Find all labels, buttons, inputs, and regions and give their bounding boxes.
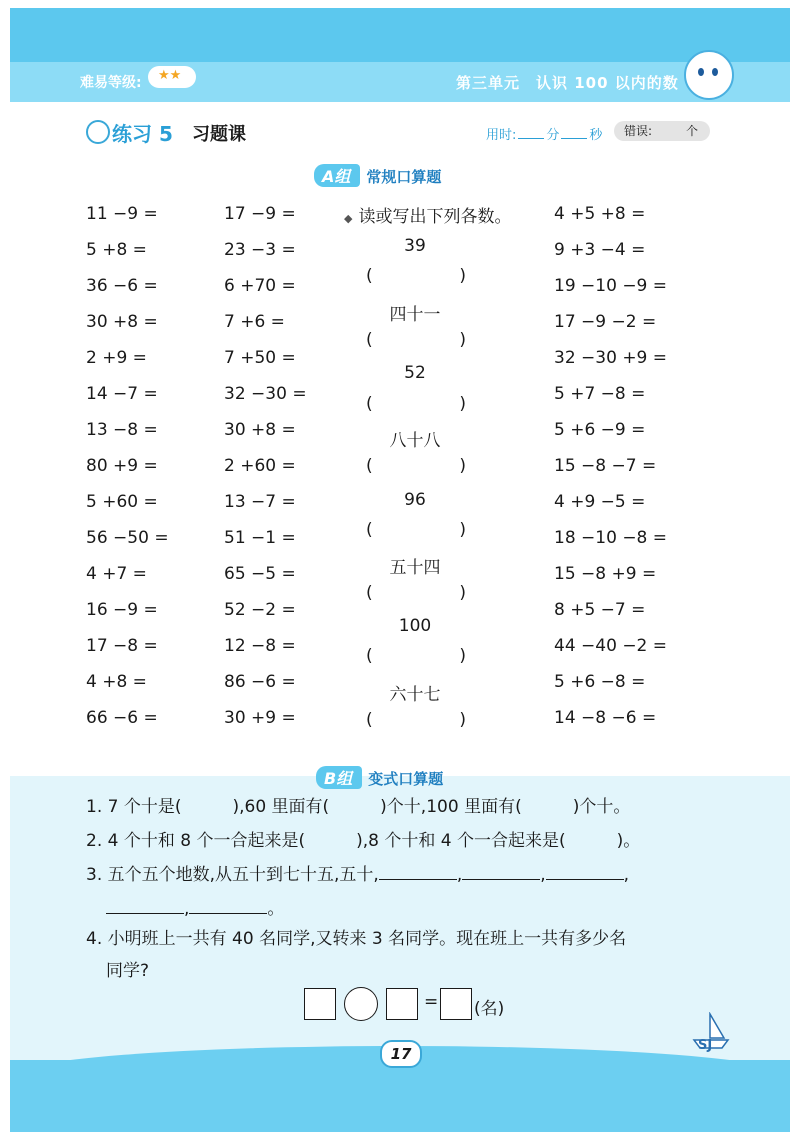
result-box[interactable] <box>440 988 472 1020</box>
footer-band <box>10 1060 790 1132</box>
answer-parentheses: ( ) <box>366 583 466 603</box>
number-item: 96 <box>404 490 426 510</box>
question-4: 4. 小明班上一共有 40 名同学,又转来 3 名同学。现在班上一共有多少名 <box>86 929 627 949</box>
difficulty-stars: ★★ <box>158 68 182 83</box>
answer-box[interactable] <box>304 988 336 1020</box>
lesson-number: 练习 5 <box>112 122 173 146</box>
group-a-tag: A组 <box>314 164 360 187</box>
number-item: 100 <box>398 616 432 636</box>
answer-parentheses: ( ) <box>366 710 466 730</box>
read-write-instruction: ◆ 读或写出下列各数。 <box>344 207 512 227</box>
number-item: 六十七 <box>389 685 441 705</box>
brand-logo: SJ <box>698 1038 713 1053</box>
time-used: 用时: 分 秒 <box>486 128 603 143</box>
page-number: 17 <box>380 1040 422 1068</box>
alarm-clock-icon <box>86 120 110 144</box>
answer-parentheses: ( ) <box>366 394 466 414</box>
equals-sign: = <box>424 992 439 1012</box>
group-a-banner <box>314 164 441 186</box>
number-item: 52 <box>404 363 426 383</box>
cloud-icon <box>148 66 196 88</box>
number-item: 39 <box>404 236 426 256</box>
answer-parentheses: ( ) <box>366 646 466 666</box>
error-count-pill: 错误: 个 <box>614 121 710 141</box>
lesson-name: 习题课 <box>192 124 246 145</box>
group-b-tag: B组 <box>316 766 362 789</box>
answer-box[interactable] <box>386 988 418 1020</box>
arith-column-4: 4 +5 +8 = 9 +3 −4 = 19 −10 −9 = 17 −9 −2 = 32 −30 +9 = 5 +7 −8 = 5 +6 −9 = 15 −8 −7 = 4 +9 −5 = 18 −10 −8 = 15 −8 +9 = 8 +5 −7 = 44 −40 −2 = 5 +6 −8 = 14 −8 −6 = <box>554 204 668 728</box>
question-3: 3. 五个五个地数,从五十到七十五,五十, , , , <box>86 865 630 885</box>
question-1: 1. 7 个十是( ),60 里面有( )个十,100 里面有( )个十。 <box>86 797 631 817</box>
unit-label: (名) <box>474 999 505 1019</box>
question-4-line2: 同学? <box>106 961 150 981</box>
arith-column-2: 17 −9 = 23 −3 = 6 +70 = 7 +6 = 7 +50 = 32 −30 = 30 +8 = 2 +60 = 13 −7 = 51 −1 = 65 −5 = 52 −2 = 12 −8 = 86 −6 = 30 +9 = <box>224 204 307 728</box>
answer-parentheses: ( ) <box>366 330 466 350</box>
group-a-title: 常规口算题 <box>366 168 442 186</box>
answer-parentheses: ( ) <box>366 266 466 286</box>
number-item: 八十八 <box>389 431 441 451</box>
page-top-margin <box>10 0 790 8</box>
question-2: 2. 4 个十和 8 个一合起来是( ),8 个十和 4 个一合起来是( )。 <box>86 831 641 851</box>
number-item: 五十四 <box>389 558 441 578</box>
answer-parentheses: ( ) <box>366 520 466 540</box>
group-b-banner <box>316 766 443 788</box>
answer-parentheses: ( ) <box>366 456 466 476</box>
group-b-title: 变式口算题 <box>368 770 444 788</box>
difficulty-label: 难易等级: <box>80 75 142 91</box>
question-3-continued: , 。 <box>106 894 284 919</box>
arith-column-1: 11 −9 = 5 +8 = 36 −6 = 30 +8 = 2 +9 = 14 −7 = 13 −8 = 80 +9 = 5 +60 = 56 −50 = 4 +7 = 16 −9 = 17 −8 = 4 +8 = 66 −6 = <box>86 204 169 728</box>
operator-circle[interactable] <box>344 987 378 1021</box>
mascot-icon <box>684 50 734 100</box>
number-item: 四十一 <box>389 305 441 325</box>
unit-title: 第三单元 认识 100 以内的数 <box>456 74 679 92</box>
